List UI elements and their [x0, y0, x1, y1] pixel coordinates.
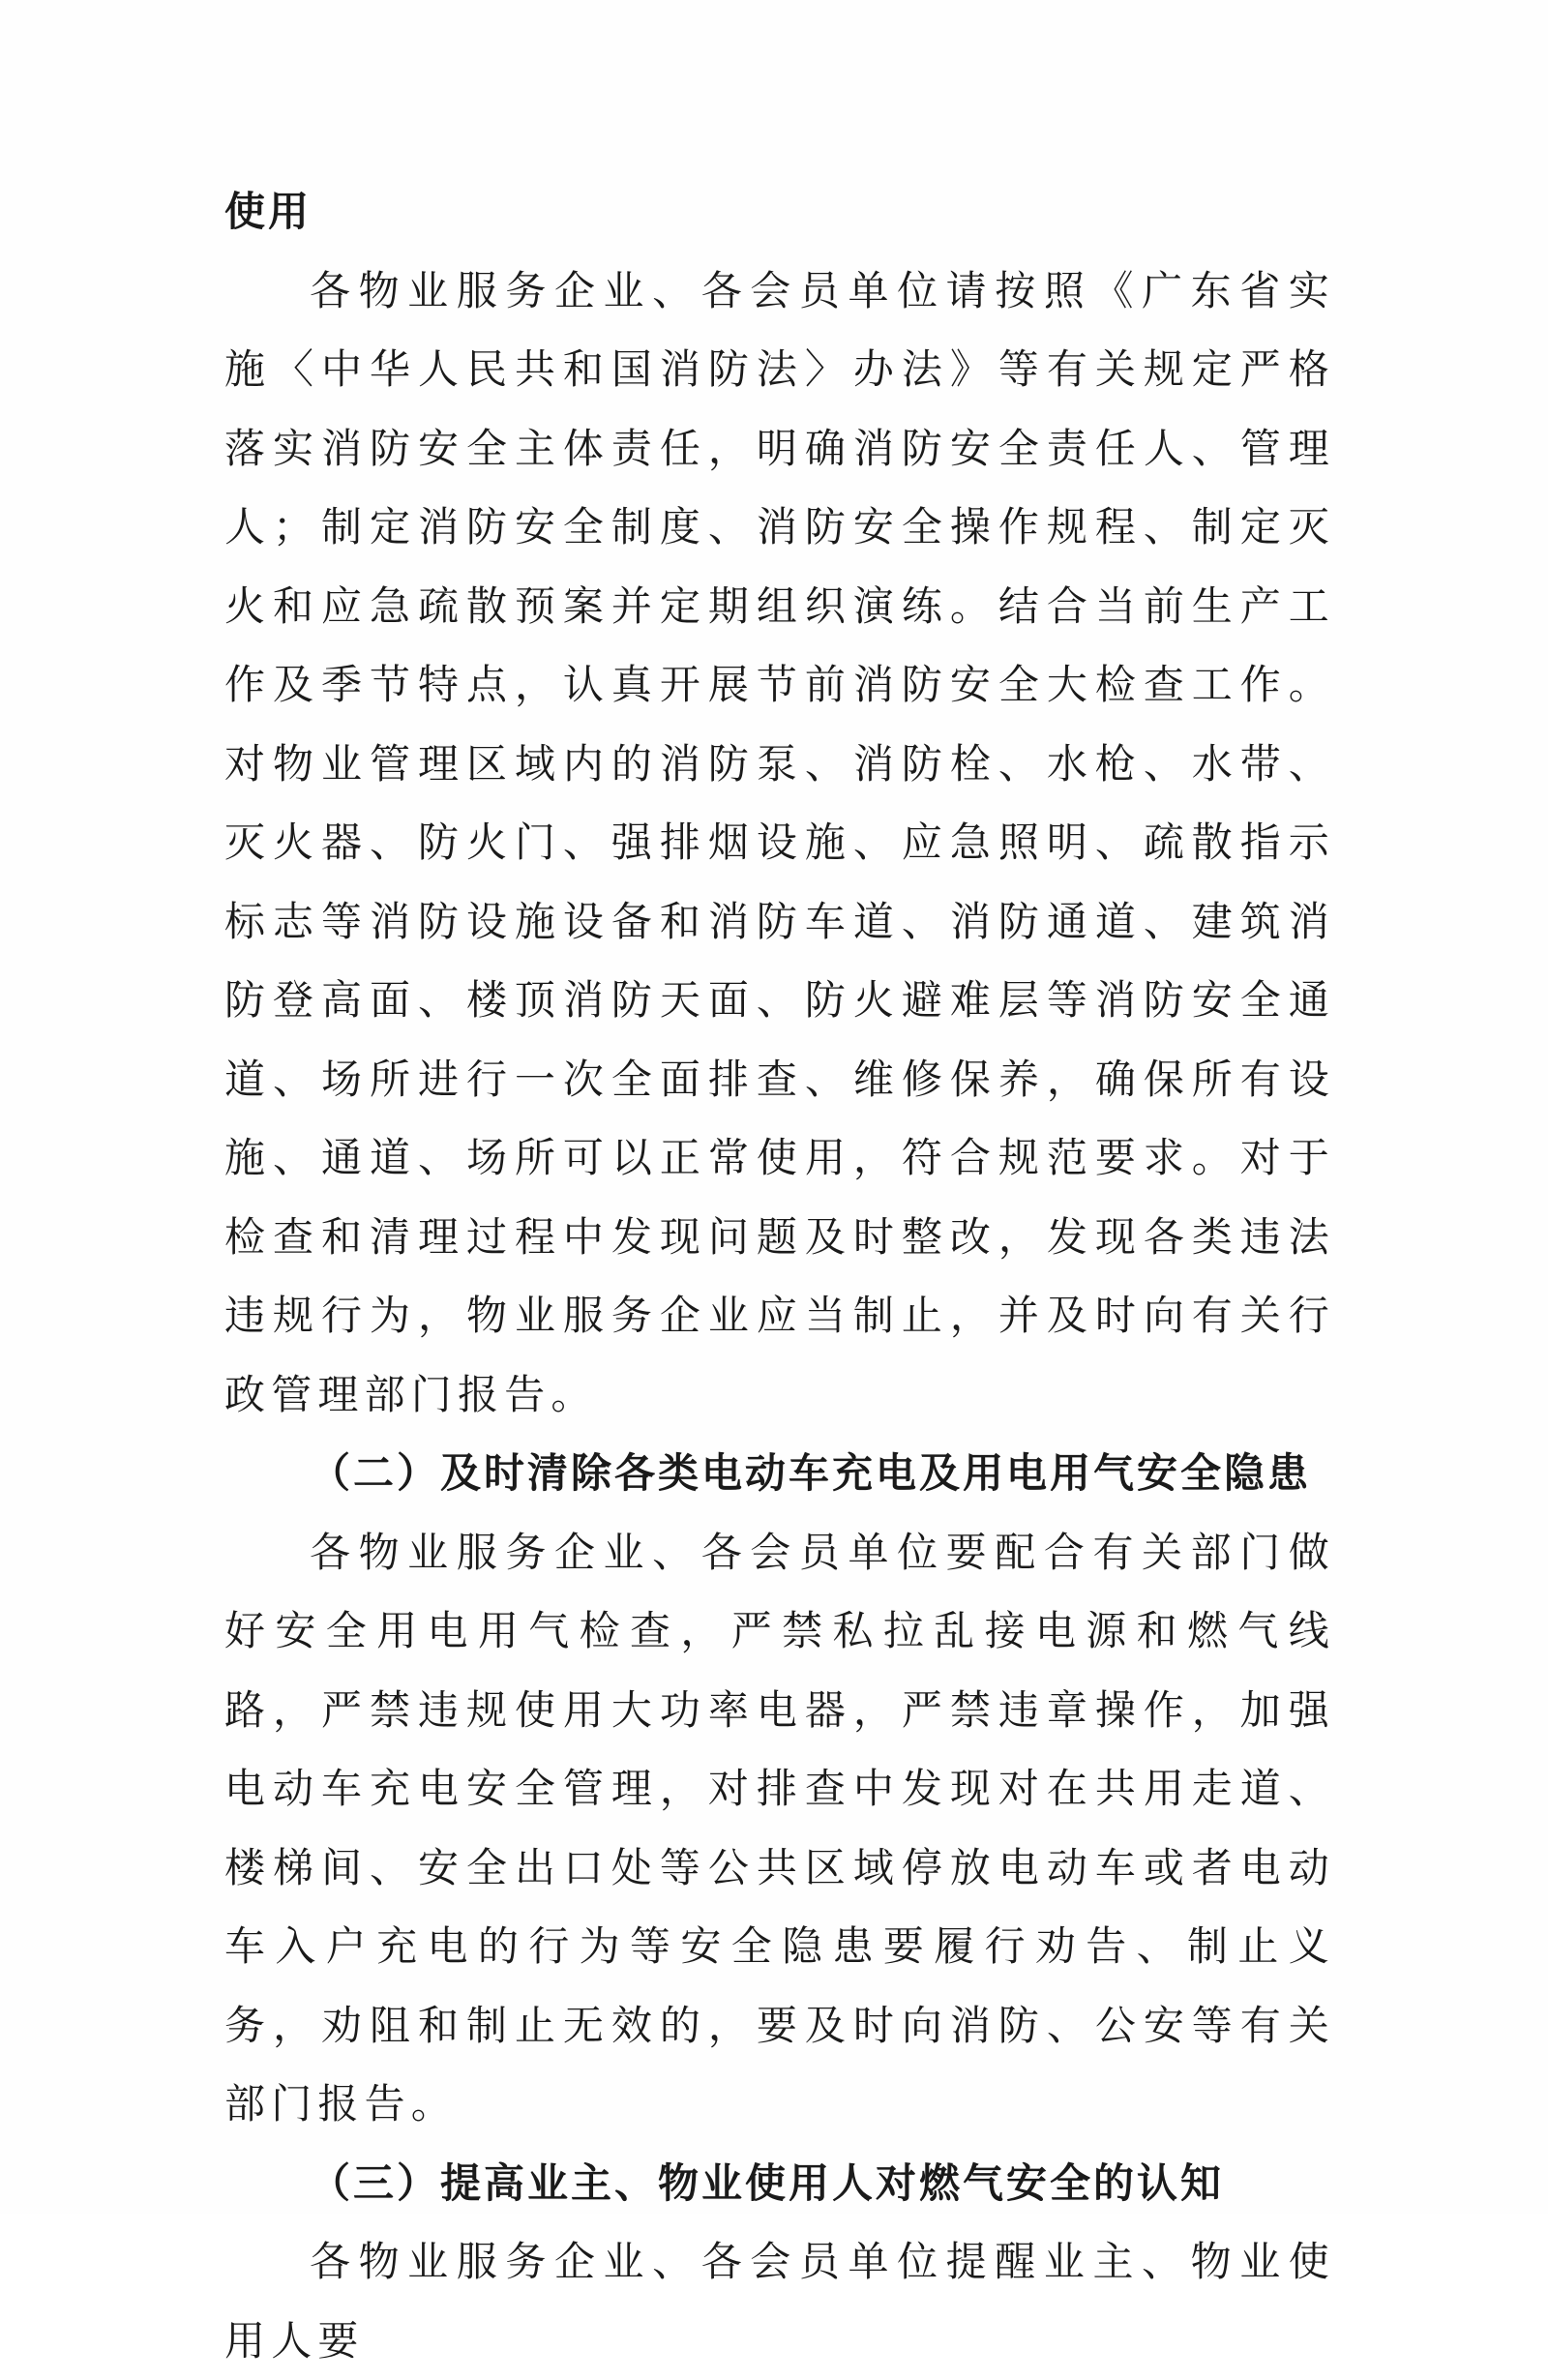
section-3-heading: （三）提高业主、物业使用人对燃气安全的认知 — [310, 2158, 1225, 2207]
document-body — [224, 172, 1335, 2380]
section-2-heading: （二）及时清除各类电动车充电及用电用气安全隐患 — [310, 1449, 1312, 1497]
paragraph-gas-safety: 各物业服务企业、各会员单位提醒业主、物业使用人要 — [224, 2238, 1335, 2365]
paragraph-fire-safety: 各物业服务企业、各会员单位请按照《广东省实施〈中华人民共和国消防法〉办法》等有关规定严格落实消防安全主体责任，明确消防安全责任人、管理人；制定消防安全制度、消防安全操作规程、制定灭火和应急疏散预案并定期组织演练。结合当前生产工作及季节特点，认真开展节前消防安全大检查工作。对物业管理区域内的消防泵、消防栓、水枪、水带、灭火器、防火门、强排烟设施、应急照明、疏散指示标志等消防设施设备和消防车道、消防通道、建筑消防登高面、楼顶消防天面、防火避难层等消防安全通道、场所进行一次全面排查、维修保养，确保所有设施、通道、场所可以正常使用，符合规范要求。对于检查和清理过程中发现问题及时整改，发现各类违法违规行为，物业服务企业应当制止，并及时向有关行政管理部门报告。 — [224, 266, 1335, 1418]
continuation-heading: 使用 — [224, 188, 313, 235]
paragraph-electric-safety: 各物业服务企业、各会员单位要配合有关部门做好安全用电用气检查，严禁私拉乱接电源和燃气线路，严禁违规使用大功率电器，严禁违章操作，加强电动车充电安全管理，对排查中发现对在共用走道、楼梯间、安全出口处等公共区域停放电动车或者电动车入户充电的行为等安全隐患要履行劝告、制止义务，劝阻和制止无效的，要及时向消防、公安等有关部门报告。 — [224, 1528, 1335, 2127]
